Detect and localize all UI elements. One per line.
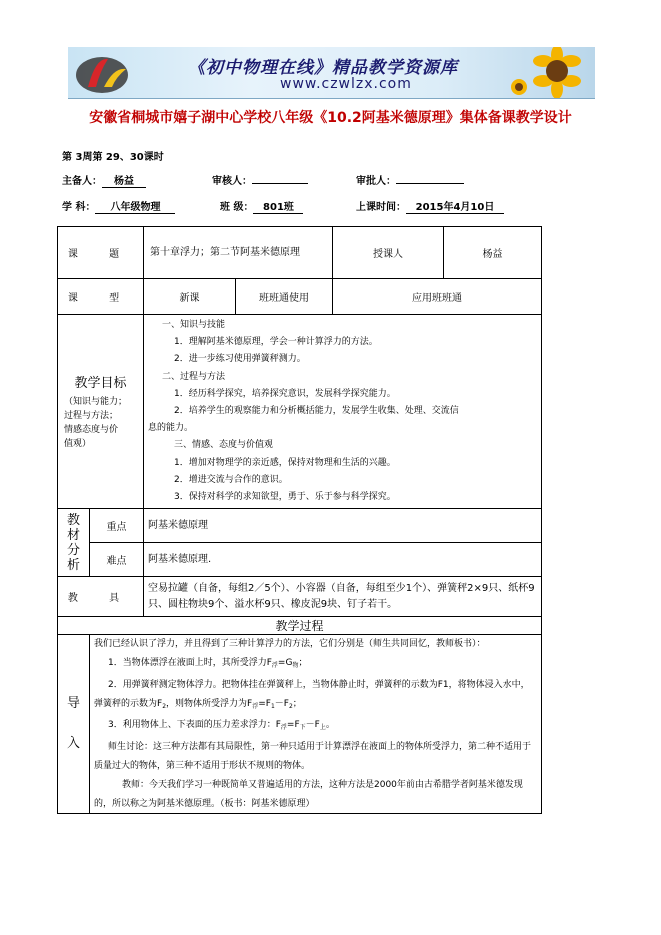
type-value: 新课 <box>144 279 236 315</box>
week-period: 第 3周第 29、30课时 <box>62 152 164 163</box>
objective-line: 2．进一步练习使用弹簧秤测力。 <box>174 354 306 365</box>
analysis-label: 教 材 分 析 <box>58 509 90 577</box>
objective-line: 2．增进交流与合作的意识。 <box>174 474 288 485</box>
intro-content <box>90 635 542 814</box>
preparer-value: 杨益 <box>102 172 146 188</box>
reviewer-label: 审核人： <box>212 176 252 187</box>
class-label: 班 级： <box>220 202 254 213</box>
objective-line: 1．理解阿基米德原理，学会一种计算浮力的方法。 <box>174 337 378 348</box>
intro-label: 导 入 <box>58 635 90 814</box>
subject-field <box>62 198 175 214</box>
date-value: 2015年4月10日 <box>406 198 504 214</box>
objective-line: 1．增加对物理学的亲近感，保持对物理和生活的兴趣。 <box>174 457 396 468</box>
tools-value: 空易拉罐（自备，每组2／5个）、小容器（自备，每组至少1个）、弹簧秤2×9只、纸杯9只、圆柱物块9个、溢水杯9只、橡皮泥9块、钉子若干。 <box>144 577 542 617</box>
objective-line: 一、知识与技能 <box>162 320 226 330</box>
logo-icon <box>74 51 134 95</box>
difficulty-label: 难点 <box>90 543 144 577</box>
objectives-content <box>144 315 542 509</box>
lesson-plan-table <box>57 226 542 814</box>
intro-paragraph: 教师：今天我们学习一种既简单又普遍适用的方法，这种方法是2000年前由古希腊学者阿基米德发现的，所以称之为阿基米德原理。（板书：阿基米德原理） <box>94 779 523 809</box>
key-point-label: 重点 <box>90 509 144 543</box>
objective-line: 二、过程与方法 <box>162 371 226 382</box>
difficulty-value: 阿基米德原理. <box>144 543 542 577</box>
intro-paragraph: 2．用弹簧秤测定物体浮力。把物体挂在弹簧秤上，当物体静止时，弹簧秤的示数为F1，将物体浸入水中，弹簧秤的示数为$F_2$，则物体所受浮力为$F_浮=F_1-F_2$； <box>94 679 530 710</box>
reviewer-value <box>252 172 308 184</box>
banner-title: 《初中物理在线》精品教学资源库 <box>188 58 458 78</box>
objective-line: 2．培养学生的观察能力和分析概括能力，发展学生收集、处理、交流信 <box>174 406 459 417</box>
subject-label: 学 科： <box>62 202 96 213</box>
banner-url[interactable]: www.czwlzx.com <box>280 76 412 92</box>
class-use-value: 应用班班通 <box>333 279 542 315</box>
objective-line: 3．保持对科学的求知欲望，勇于、乐于参与科学探究。 <box>174 492 396 503</box>
teacher-value: 杨益 <box>444 227 542 279</box>
intro-paragraph: 1．当物体漂浮在液面上时，其所受浮力$F_浮=G_物$； <box>108 658 308 670</box>
sunflower-icon <box>509 47 589 98</box>
objectives-label-cell <box>58 315 144 509</box>
header-banner <box>68 47 595 99</box>
date-label: 上课时间： <box>356 202 406 213</box>
approver-value <box>396 172 464 184</box>
intro-paragraph: 3．利用物体上、下表面的压力差求浮力：$F_浮=F_下-F_上$。 <box>108 720 335 732</box>
preparer-label: 主备人： <box>62 176 102 187</box>
intro-paragraph: 我们已经认识了浮力，并且得到了三种计算浮力的方法，它们分别是（师生共同回忆，教师板书）： <box>94 639 486 650</box>
reviewer-field <box>212 172 308 187</box>
class-use-label: 班班通使用 <box>236 279 333 315</box>
date-field <box>356 198 504 214</box>
teacher-label: 授课人 <box>333 227 444 279</box>
subject-value: 八年级物理 <box>95 198 175 214</box>
objective-line: 三、情感、态度与价值观 <box>174 440 274 451</box>
objectives-label: 教学目标 <box>74 376 127 392</box>
topic-label: 课 题 <box>58 227 144 279</box>
class-value: 801班 <box>253 198 303 214</box>
key-point-value: 阿基米德原理 <box>144 509 542 543</box>
class-field <box>220 198 303 214</box>
topic-value: 第十章浮力；第二节阿基米德原理 <box>144 227 333 279</box>
objective-line: 息的能力。 <box>148 423 194 434</box>
preparer-field <box>62 172 146 188</box>
approver-field <box>356 172 464 187</box>
intro-paragraph: 师生讨论：这三种方法都有其局限性，第一种只适用于计算漂浮在液面上的物体所受浮力，第二种不适用于质量过大的物体，第三种不适用于形状不规则的物体。 <box>94 742 532 772</box>
objectives-sublabel: （知识与能力； 过程与方法； 情感态度与价 值观） <box>64 397 128 450</box>
objective-line: 1．经历科学探究，培养探究意识，发展科学探究能力。 <box>174 388 396 399</box>
approver-label: 审批人： <box>356 176 396 187</box>
tools-label: 教 具 <box>58 577 144 617</box>
document-title: 安徽省桐城市嬉子湖中心学校八年级《10.2阿基米德原理》集体备课教学设计 <box>89 110 572 126</box>
process-heading: 教学过程 <box>58 617 542 635</box>
type-label: 课 型 <box>58 279 144 315</box>
